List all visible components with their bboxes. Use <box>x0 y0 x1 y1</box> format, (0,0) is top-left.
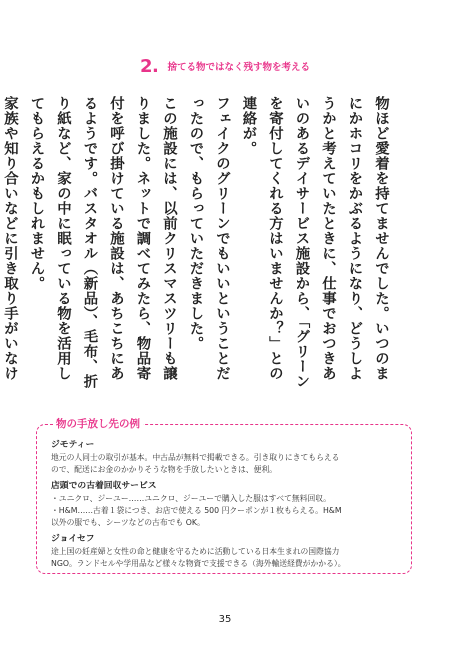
option-item-joicfp <box>51 533 399 570</box>
disposal-options-box <box>36 418 412 574</box>
chapter-header <box>0 56 450 77</box>
option-item-jmty <box>51 439 399 476</box>
option-description-line: ・ユニクロ、ジーユー……ユニクロ、ジーユーで購入した服はすべて無料回収。 <box>51 494 331 503</box>
box-content <box>51 439 399 574</box>
box-title: 物の手放し先の例 <box>53 416 143 432</box>
option-heading: 店頭での古着回収サービス <box>51 481 157 491</box>
body-paragraph: 家族や知り合いなどに引き取り手がいなけ <box>2 96 18 381</box>
option-description-line: ・H&M……古着１袋につき、お店で使える 500 円クーポンが１枚もらえる。H&M <box>51 506 342 515</box>
option-item-clothing-collection <box>51 480 399 529</box>
body-paragraph: フェイクのグリーンでもいいということだったので、もらっていただきました。 <box>187 96 230 381</box>
chapter-number: 2. <box>140 56 159 77</box>
option-description-line: ので、配送にお金のかかりそうな物を手放したいときは、便利。 <box>51 465 277 474</box>
option-description-line: 地元の人同士の取引が基本。中古品が無料で掲載できる。引き取りにきてもらえる <box>51 453 340 462</box>
page-number: 35 <box>218 614 232 625</box>
option-heading: ジモティー <box>51 440 95 450</box>
chapter-title: 捨てる物ではなく残す物を考える <box>167 62 310 73</box>
option-description-line: NGO。ランドセルや学用品など様々な物資で支援できる（海外輸送経費がかかる）。 <box>51 559 346 568</box>
option-description-line: 以外の服でも、シーツなどの古布でも OK。 <box>51 518 205 527</box>
body-text <box>2 96 394 392</box>
body-paragraph: この施設には、以前クリスマスツリーも譲りました。ネットで調べてみたら、物品寄付を呼び掛けている施設は、あちこちにあるようです。バスタオル（新品）、毛布、折り紙など、家の中に眠っている物を活用してもらえるかもしれません。 <box>28 96 177 389</box>
body-paragraph: 物ほど愛着を持てませんでした。いつのまにかホコリをかぶるようになり、どうしようかと考えていたときに、仕事でおつきあいのあるデイサービス施設から、「グリーンを寄付してくれる方はいませんか？」との連絡が。 <box>240 96 389 389</box>
option-heading: ジョイセフ <box>51 534 95 544</box>
option-description-line: 途上国の妊産婦と女性の命と健康を守るために活動している日本生まれの国際協力 <box>51 547 340 556</box>
